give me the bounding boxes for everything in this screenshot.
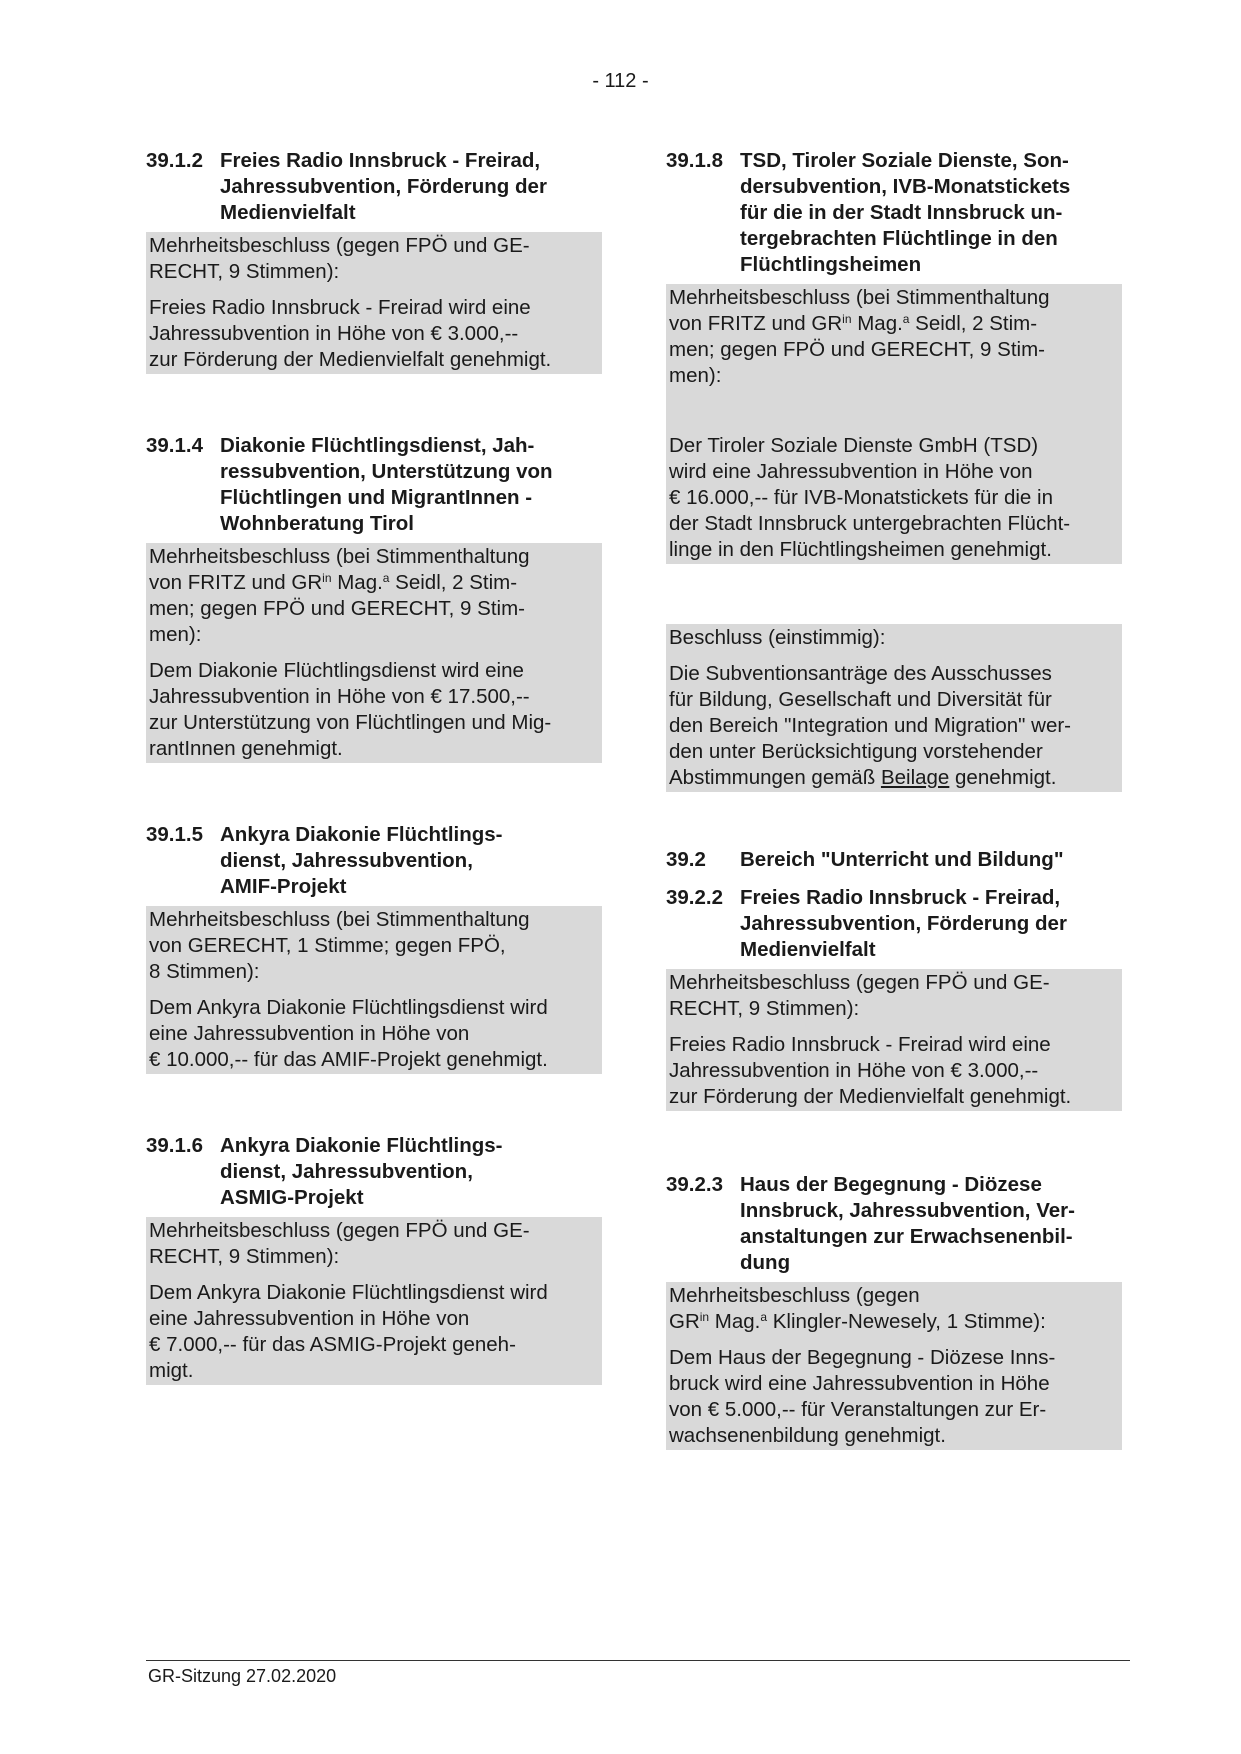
resolution-text: Freies Radio Innsbruck - Freirad wird eine Jahressubvention in Höhe von € 3.000,-- zur Förderung der Medienvielfalt genehmigt. xyxy=(149,296,552,371)
resolution-box xyxy=(146,543,602,763)
beilage-link[interactable]: Beilage xyxy=(880,766,950,789)
resolution-box xyxy=(146,1217,602,1385)
vote-result: Mehrheitsbeschluss (bei Stimmenthaltung von GERECHT, 1 Stimme; gegen FPÖ, 8 Stimmen): xyxy=(149,908,530,983)
section-39-2-2 xyxy=(666,885,1122,1111)
resolution-text: Freies Radio Innsbruck - Freirad wird eine Jahressubvention in Höhe von € 3.000,-- zur Förderung der Medienvielfalt genehmigt. xyxy=(669,1033,1072,1108)
section-39-1-5 xyxy=(146,822,602,1074)
section-number: 39.2.2 xyxy=(666,886,723,909)
section-title: Freies Radio Innsbruck - Freirad, Jahressubvention, Förderung der Medienvielfalt xyxy=(220,149,547,224)
section-heading xyxy=(146,822,602,900)
footer-session-date: GR-Sitzung 27.02.2020 xyxy=(148,1666,337,1686)
section-heading xyxy=(666,148,1122,278)
section-39-2-3 xyxy=(666,1172,1122,1450)
section-heading xyxy=(146,433,602,537)
vote-result xyxy=(669,285,1119,389)
resolution-text: Dem Diakonie Flüchtlingsdienst wird eine Jahressubvention in Höhe von € 17.500,-- zur Unterstützung von Flüchtlingen und Mig- rantInnen genehmigt. xyxy=(149,659,552,760)
section-number: 39.1.4 xyxy=(146,434,203,457)
section-39-1-8 xyxy=(666,148,1122,564)
vote-text: Seidl, 2 Stim- men; gegen FPÖ und GERECHT, 9 Stim- men): xyxy=(149,571,525,646)
section-39-1-6 xyxy=(146,1133,602,1385)
superscript: a xyxy=(382,571,390,585)
section-heading xyxy=(666,885,1122,963)
section-heading xyxy=(666,1172,1122,1276)
section-number: 39.2.3 xyxy=(666,1173,723,1196)
vote-result xyxy=(149,544,599,648)
resolution-text-part: Die Subventionsanträge des Ausschusses für Bildung, Gesellschaft und Diversität für den Bereich "Integration und Migration" wer- den unter Berücksichtigung vorstehender Abstimmungen gemäß xyxy=(669,662,1071,789)
vote-text: Mehrheitsbeschluss (bei Stimmenthaltung von FRITZ und GR xyxy=(669,286,1050,335)
section-number: 39.1.6 xyxy=(146,1134,203,1157)
section-title: Ankyra Diakonie Flüchtlings- dienst, Jahressubvention, AMIF-Projekt xyxy=(220,823,503,898)
resolution-box xyxy=(666,1282,1122,1450)
section-title: TSD, Tiroler Soziale Dienste, Son- dersubvention, IVB-Monatstickets für die in der Stadt Innsbruck un- tergebrachten Flüchtlinge in den Flüchtlingsheimen xyxy=(740,149,1071,276)
resolution-text: Dem Ankyra Diakonie Flüchtlingsdienst wird eine Jahressubvention in Höhe von € 7.000,-- für das ASMIG-Projekt geneh- migt. xyxy=(149,1281,548,1382)
vote-text: Seidl, 2 Stim- men; gegen FPÖ und GERECHT, 9 Stim- men): xyxy=(669,312,1045,387)
superscript: in xyxy=(699,1310,710,1324)
vote-text: Mehrheitsbeschluss (gegen GR xyxy=(669,1284,920,1333)
vote-result: Mehrheitsbeschluss (gegen FPÖ und GE- RECHT, 9 Stimmen): xyxy=(149,234,530,283)
section-title: Diakonie Flüchtlingsdienst, Jah- ressubvention, Unterstützung von Flüchtlingen und MigrantInnen - Wohnberatung Tirol xyxy=(220,434,553,535)
superscript: in xyxy=(322,571,332,585)
section-heading xyxy=(146,148,602,226)
superscript: a xyxy=(760,1310,768,1324)
resolution-box xyxy=(146,906,602,1074)
superscript: a xyxy=(902,312,910,326)
section-39-1-2 xyxy=(146,148,602,374)
section-number: 39.1.8 xyxy=(666,149,723,172)
section-title: Ankyra Diakonie Flüchtlings- dienst, Jahressubvention, ASMIG-Projekt xyxy=(220,1134,503,1209)
superscript: in xyxy=(842,312,852,326)
section-heading xyxy=(146,1133,602,1211)
vote-result: Mehrheitsbeschluss (gegen FPÖ und GE- RECHT, 9 Stimmen): xyxy=(149,1219,530,1268)
resolution-text: Dem Ankyra Diakonie Flüchtlingsdienst wird eine Jahressubvention in Höhe von € 10.000,-- für das AMIF-Projekt genehmigt. xyxy=(149,996,548,1071)
vote-result: Beschluss (einstimmig): xyxy=(669,626,886,649)
section-number: 39.2 xyxy=(666,848,706,871)
vote-result xyxy=(669,1283,1119,1335)
section-title: Freies Radio Innsbruck - Freirad, Jahressubvention, Förderung der Medienvielfalt xyxy=(740,886,1067,961)
section-number: 39.1.2 xyxy=(146,149,203,172)
section-39-1-4 xyxy=(146,433,602,763)
vote-text: Mehrheitsbeschluss (bei Stimmenthaltung von FRITZ und GR xyxy=(149,545,530,594)
section-title: Haus der Begegnung - Diözese Innsbruck, Jahressubvention, Ver- anstaltungen zur Erwachsenenbil- dung xyxy=(740,1173,1075,1274)
vote-text: Mag. xyxy=(331,571,383,594)
resolution-text: Der Tiroler Soziale Dienste GmbH (TSD) wird eine Jahressubvention in Höhe von € 16.000,-- für IVB-Monatstickets für die in der Stadt Innsbruck untergebrachten Flücht- linge in den Flüchtlingsheimen genehmigt. xyxy=(669,434,1071,561)
resolution-box xyxy=(666,284,1122,564)
section-number: 39.1.5 xyxy=(146,823,203,846)
footer-divider xyxy=(146,1660,1130,1661)
resolution-box xyxy=(666,624,1122,792)
vote-result: Mehrheitsbeschluss (gegen FPÖ und GE- RECHT, 9 Stimmen): xyxy=(669,971,1050,1020)
overall-resolution xyxy=(666,624,1122,792)
vote-text: Mag. xyxy=(851,312,903,335)
vote-text: Klingler-Newesely, 1 Stimme): xyxy=(767,1310,1046,1333)
resolution-text xyxy=(669,661,1119,791)
section-39-2 xyxy=(666,847,1122,873)
resolution-box xyxy=(146,232,602,374)
vote-text: Mag. xyxy=(709,1310,761,1333)
resolution-text-part: genehmigt. xyxy=(949,766,1057,789)
resolution-text: Dem Haus der Begegnung - Diözese Inns- bruck wird eine Jahressubvention in Höhe von € 5.000,-- für Veranstaltungen zur Er- wachsenenbildung genehmigt. xyxy=(669,1346,1056,1447)
page-number: - 112 - xyxy=(592,70,649,92)
section-heading xyxy=(666,847,1122,873)
box-spacer xyxy=(669,389,1119,433)
resolution-box xyxy=(666,969,1122,1111)
section-title: Bereich "Unterricht und Bildung" xyxy=(740,848,1064,871)
